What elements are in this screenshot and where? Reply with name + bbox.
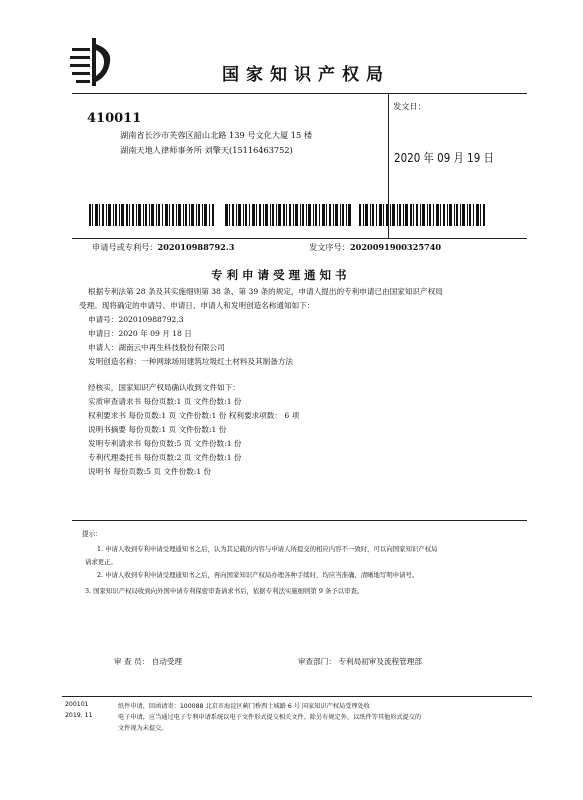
barcode-3 [359,204,485,226]
document-item: 权利要求书 每份页数:1 页 文件份数:1 份 权利要求项数： 6 项 [88,411,300,420]
header-rule [72,93,527,94]
tip-1-line-2: 请求更正。 [85,558,117,566]
document-item: 发明专利请求书 每份页数:5 页 文件份数:1 份 [88,439,242,448]
application-number: 申请号：202010988792.3 [88,315,184,324]
address-line-2: 湖南天地人律师事务所 刘擎天(15116463752) [120,145,293,155]
footer-line-3: 文件视为未提交。 [118,725,168,732]
intro-line-2: 受理。现将确定的申请号、申请日、申请人和发明创造名称通知如下： [79,301,315,310]
intro-line-1: 根据专利法第 28 条及其实施细则第 38 条、第 39 条的规定，申请人提出的专利申请已由国家知识产权局 [88,287,443,296]
footer-rule [62,696,532,697]
office-name: 国家知识产权局 [222,65,390,85]
tip-2-line-1: 2. 申请人收到专利申请受理通知书之后，再向国家知识产权局办理各种手续时，均应当准确、清晰地写明申请号。 [97,571,419,579]
tips-heading: 提示： [82,530,102,538]
applicant: 申请人：湖南云中再生科技股份有限公司 [88,343,225,352]
application-date: 申请日：2020 年 09 月 18 日 [88,329,192,338]
barcode-1 [89,204,215,226]
document-item: 实质审查请求书 每份页数:1 页 文件份数:1 份 [88,397,242,406]
notice-title: 专利申请受理通知书 [211,268,351,282]
footer-code-1: 200101 [65,701,89,708]
footer-code-2: 2019. 11 [65,712,93,719]
application-no-label: 申请号或专利号： [92,242,158,252]
serial-no-row [309,242,441,253]
postcode: 410011 [87,111,142,126]
tips-rule [72,520,527,521]
footer-line-1: 纸件申请，回函请寄：100088 北京市海淀区蓟门桥西土城路 6 号 国家知识产权局受理处收 [118,703,370,710]
tip-1-line-1: 1. 申请人收到专利申请受理通知书之后，认为其记载的内容与申请人所提交的相应内容不一致时，可以向国家知识产权局 [97,545,438,553]
document-item: 说明书摘要 每份页数:1 页 文件份数:1 份 [88,425,227,434]
application-no-value: 202010988792.3 [157,242,235,252]
application-no-row [92,242,234,253]
document-item: 专利代理委托书 每份页数:2 页 文件份数:1 份 [88,453,242,462]
barcode-2 [225,204,351,226]
address-line-1: 湖南省长沙市芙蓉区韶山北路 139 号文化大厦 15 楼 [120,130,313,140]
examiner: 审 查 员： 自动受理 [114,657,182,666]
issue-date-value: 2020 年 09 月 19 日 [394,151,494,165]
footer-line-2: 电子申请，应当通过电子专利申请系统以电子文件形式提交相关文件。除另有规定外，以纸件等其他形式提交的 [118,714,422,721]
examining-department: 审查部门： 专利局初审及流程管理部 [298,657,422,666]
cnipa-logo [68,36,116,88]
serial-no-value: 2020091900325740 [349,242,442,252]
issue-date-label: 发文日： [393,101,426,111]
ids-rule [72,238,527,239]
serial-no-label: 发文序号： [309,242,350,252]
documents-heading: 经核实，国家知识产权局确认收到文件如下： [88,383,240,392]
tip-3-line-1: 3. 国家知识产权局收到向外国申请专利保密审查请求书后，依据专利法实施细则第 9 条予以审查。 [85,587,364,595]
invention-title: 发明创造名称：一种网球场用建筑垃圾红土材料及其制备方法 [88,357,294,366]
document-item: 说明书 每份页数:5 页 文件份数:1 份 [88,467,212,476]
